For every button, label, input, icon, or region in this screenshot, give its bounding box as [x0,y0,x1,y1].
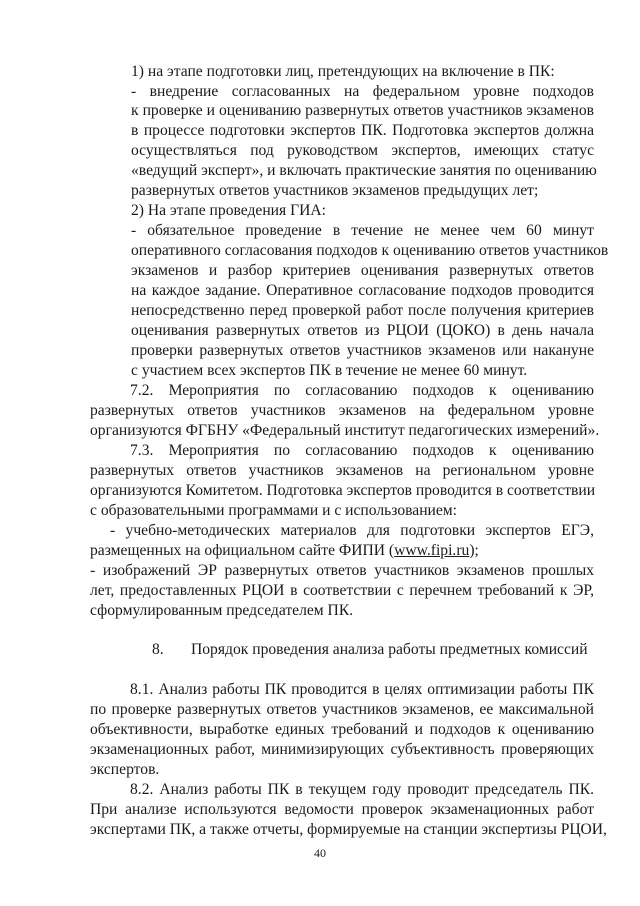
text-line: осуществляться под руководством экспертов, имеющих статус [131,142,594,159]
text-line: объективности, выработке единых требований и подходов к оцениванию [90,721,594,738]
text-line: сформулированным председателем ПК. [90,602,354,619]
text-line: в процессе подготовки экспертов ПК. Подготовка экспертов должна [131,122,594,139]
text-line: к проверке и оцениванию развернутых ответов участников экзаменов [131,102,594,119]
text-line: При анализе используются ведомости проверок экзаменационных работ [90,801,594,818]
text-line: развернутых ответов участников экзаменов на региональном уровне [90,462,594,479]
text-line: развернутых ответов участников экзаменов предыдущих лет; [131,182,539,199]
text-line: развернутых ответов участников экзаменов на федеральном уровне [90,402,594,419]
text-line: - учебно-методических материалов для подготовки экспертов ЕГЭ, [110,522,594,539]
text-line: - изображений ЭР развернутых ответов участников экзаменов прошлых [90,562,594,579]
text-line: экспертов. [90,761,160,778]
section-number: 8. [152,641,164,658]
text-line: экзаменов и разбор критериев оценивания развернутых ответов [131,262,594,279]
text-line: оперативного согласования подходов к оцениванию ответов участников [131,242,609,259]
text-line: «ведущий эксперт», и включать практические занятия по оцениванию [131,162,597,179]
text-line-with-link [90,541,479,560]
text-line: 7.2. Мероприятия по согласованию подходов к оцениванию [130,382,594,399]
text-line: на каждое задание. Оперативное согласование подходов проводится [131,282,594,299]
text-line: по проверке развернутых ответов участников экзаменов, ее максимальной [90,701,594,718]
text-line: 7.3. Мероприятия по согласованию подходов к оцениванию [130,442,594,459]
section-heading: Порядок проведения анализа работы предметных комиссий [191,641,588,658]
text-line: оценивания развернутых ответов из РЦОИ (ЦОКО) в день начала [131,322,594,339]
page-number: 40 [314,846,326,860]
text-line: 1) на этапе подготовки лиц, претендующих на включение в ПК: [131,63,555,80]
text-line: организуются Комитетом. Подготовка экспертов проводится в соответствии [90,482,596,499]
text-line: 2) На этапе проведения ГИА: [131,202,326,219]
text-line: организуются ФГБНУ «Федеральный институт педагогических измерений». [90,422,600,439]
text-line: с участием всех экспертов ПК в течение не менее 60 минут. [131,362,528,379]
text-line: экзаменационных работ, минимизирующих субъективность проверяющих [90,741,594,758]
text-line: непосредственно перед проверкой работ после получения критериев [131,302,594,319]
text-fragment: ); [469,542,479,559]
text-fragment: размещенных на официальном сайте ФИПИ ( [90,542,395,559]
text-line: проверки развернутых ответов участников экзаменов или накануне [131,342,594,359]
text-line: лет, предоставленных РЦОИ в соответствии с перечнем требований к ЭР, [90,582,594,599]
text-line: - внедрение согласованных на федеральном уровне подходов [131,83,594,100]
text-line: 8.1. Анализ работы ПК проводится в целях оптимизации работы ПК [130,681,594,698]
text-line: с образовательными программами и с использованием: [90,502,458,519]
fipi-link[interactable]: www.fipi.ru [394,542,470,559]
text-line: - обязательное проведение в течение не менее чем 60 минут [131,222,594,239]
text-line: экспертами ПК, а также отчеты, формируемые на станции экспертизы РЦОИ, [90,821,607,838]
text-line: 8.2. Анализ работы ПК в текущем году проводит председатель ПК. [130,781,594,798]
